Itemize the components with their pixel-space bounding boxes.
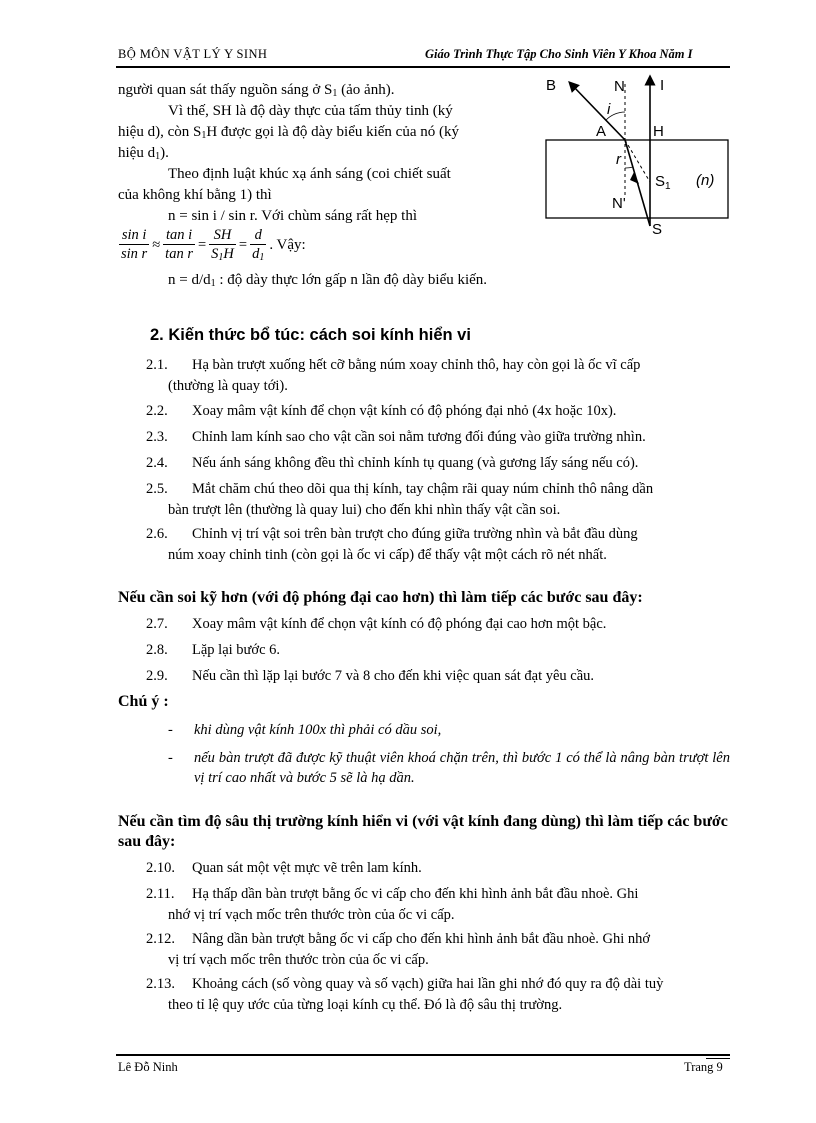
label-i: i: [607, 101, 611, 118]
item-text: Lặp lại bước 6.: [192, 642, 280, 658]
list-item-2-8: [146, 640, 730, 661]
intro-line-3-sub: 1: [201, 130, 207, 141]
section-2-title: 2. Kiến thức bổ túc: cách soi kính hiển vi: [150, 326, 471, 344]
list-item-2-6: [146, 524, 730, 566]
intro-line-1-text: người quan sát thấy nguồn sáng ở S: [118, 82, 333, 98]
item-text: Hạ thấp dần bàn trượt bằng ốc vi cấp cho đến khi hình ảnh bắt đầu nhoè. Ghi: [192, 886, 639, 902]
intro-line-4: [118, 143, 508, 164]
item-number: 2.10.: [146, 860, 175, 876]
label-B: B: [546, 77, 557, 94]
fraction-sin-den: sin r: [121, 246, 148, 262]
intro-line-4-a: hiệu d: [118, 145, 156, 161]
fraction-d-den: [250, 245, 266, 263]
label-Nprime: N': [612, 195, 626, 212]
approx-sign: ≈: [152, 236, 161, 253]
list-item-2-5: [146, 479, 730, 521]
item-text: Hạ bàn trượt xuống hết cỡ bằng núm xoay chỉnh thô, hay còn gọi là ốc vĩ cấp: [192, 357, 641, 373]
item-number: 2.8.: [146, 642, 168, 658]
label-S1: [655, 173, 671, 192]
item-number: 2.3.: [146, 429, 168, 445]
intro-line-4-b: ).: [160, 145, 169, 161]
item-text: Xoay mâm vật kính để chọn vật kính có độ phóng đại nhỏ (4x hoặc 10x).: [192, 403, 617, 419]
fraction-sh-den-a: S: [211, 246, 219, 262]
intro-line-1: [118, 80, 508, 101]
label-A: A: [596, 123, 607, 140]
refraction-diagram: [536, 74, 736, 244]
header-left: BỘ MÔN VẬT LÝ Y SINH: [118, 47, 268, 61]
formula: [118, 227, 308, 269]
fraction-sin-num: sin i: [119, 227, 149, 245]
list-item-2-13: [146, 974, 730, 1016]
intro-line-3-a: hiệu d), còn S: [118, 124, 202, 140]
note-item-2: [168, 748, 730, 788]
item-text: Nếu cần thì lặp lại bước 7 và 8 cho đến khi việc quan sát đạt yêu cầu.: [192, 668, 595, 684]
list-item-2-3: [146, 427, 730, 448]
intro-line-1-sub: 1: [332, 88, 338, 99]
item-text: Nâng dần bàn trượt bằng ốc vi cấp cho đến khi hình ảnh bắt đầu nhoè. Ghi nhớ: [192, 931, 651, 947]
item-number: 2.2.: [146, 403, 168, 419]
item-number: 2.9.: [146, 668, 168, 684]
item-text-cont: theo tỉ lệ quy ước của từng loại kính cụ thể. Đó là độ sâu thị trường.: [168, 997, 563, 1013]
label-S: S: [652, 221, 663, 238]
item-number: 2.11.: [146, 886, 175, 902]
label-n: (n): [696, 172, 715, 189]
fraction-tan: [163, 227, 195, 263]
fraction-sh: [209, 227, 236, 263]
note-text: khi dùng vật kính 100x thì phải có dầu soi,: [194, 722, 442, 738]
fraction-d-num: d: [250, 227, 266, 245]
footer-author: Lê Đỗ Ninh: [118, 1060, 178, 1074]
fraction-tan-num: tan i: [163, 227, 195, 245]
item-text: Nếu ánh sáng không đều thì chỉnh kính tụ quang (và gương lấy sáng nếu có).: [192, 455, 639, 471]
intro-paragraph: [118, 80, 508, 227]
label-S1-sub: 1: [665, 181, 671, 192]
item-number: 2.5.: [146, 481, 168, 497]
note-dash: -: [168, 750, 173, 766]
label-H: H: [653, 123, 664, 140]
label-N: N: [614, 78, 625, 95]
intro-line-7: n = sin i / sin r. Với chùm sáng rất hẹp thì: [168, 208, 418, 224]
item-number: 2.4.: [146, 455, 168, 471]
list-item-2-10: [146, 858, 730, 879]
section-more-title: Nếu cần soi kỹ hơn (với độ phóng đại cao hơn) thì làm tiếp các bước sau đây:: [118, 589, 643, 606]
fraction-sh-den-sub: 1: [218, 252, 224, 263]
item-number: 2.1.: [146, 357, 168, 373]
item-text: Khoảng cách (số vòng quay và số vạch) giữa hai lần ghi nhớ đó quy ra độ dài tuỳ: [192, 976, 664, 992]
fraction-tan-den: tan r: [165, 246, 193, 262]
fraction-sin: [119, 227, 149, 263]
item-text: Mắt chăm chú theo dõi qua thị kính, tay chậm rãi quay núm chỉnh thô nâng dần: [192, 481, 654, 497]
item-text: Xoay mâm vật kính để chọn vật kính có độ phóng đại cao hơn một bậc.: [192, 616, 607, 632]
list-item-2-11: [146, 884, 730, 926]
list-item-2-1: [146, 355, 730, 397]
header-right: Giáo Trình Thực Tập Cho Sinh Viên Y Khoa Năm I: [425, 47, 693, 61]
footer-rule-accent: [706, 1058, 730, 1059]
intro-line-3-b: H được gọi là độ dày biểu kiến của nó (ký: [206, 124, 459, 140]
angle-r-arc: [625, 167, 633, 168]
conclusion-b: : độ dày thực lớn gấp n lần độ dày biểu kiến.: [215, 272, 488, 288]
section-depth-title: Nếu cần tìm độ sâu thị trường kính hiển vi (với vật kính đang dùng) thì làm tiếp các bước sau đây:: [118, 813, 728, 850]
fraction-sh-num: SH: [209, 227, 236, 245]
item-text-cont: bàn trượt lên (thường là quay lui) cho đến khi nhìn thấy vật cần soi.: [168, 502, 561, 518]
footer-page-number: Trang 9: [684, 1060, 723, 1074]
list-item-2-2: [146, 401, 730, 422]
formula-tail: . Vậy:: [269, 236, 306, 253]
fraction-sh-den-b: H: [223, 246, 234, 262]
intro-line-1-end: (ảo ảnh).: [337, 82, 395, 98]
footer-rule: [116, 1054, 730, 1056]
fraction-d: [250, 227, 266, 263]
note-item-1: [168, 720, 730, 740]
list-item-2-7: [146, 614, 730, 635]
item-number: 2.12.: [146, 931, 175, 947]
fraction-d-den-sub: 1: [259, 252, 265, 263]
ray-arrowhead: [630, 172, 639, 184]
intro-line-6: của không khí bằng 1) thì: [118, 187, 272, 203]
intro-line-5: Theo định luật khúc xạ ánh sáng (coi chiết suất: [168, 166, 451, 182]
equals-sign-1: =: [197, 236, 207, 253]
equals-sign-2: =: [238, 236, 248, 253]
list-item-2-12: [146, 929, 730, 971]
item-text: Chỉnh vị trí vật soi trên bàn trượt cho đúng giữa trường nhìn và bắt đầu dùng: [192, 526, 638, 542]
intro-line-4-sub: 1: [155, 151, 161, 162]
intro-line-2: Vì thế, SH là độ dày thực của tấm thủy tinh (ký: [168, 103, 453, 119]
intro-line-3: [118, 122, 508, 143]
item-number: 2.7.: [146, 616, 168, 632]
fraction-d-den-a: d: [252, 246, 260, 262]
label-I: I: [660, 77, 665, 94]
item-text: Quan sát một vệt mực vẽ trên lam kính.: [192, 860, 422, 876]
label-S1-main: S: [655, 173, 666, 190]
item-text: Chỉnh lam kính sao cho vật cần soi nằm tương đối đúng vào giữa trường nhìn.: [192, 429, 646, 445]
list-item-2-4: [146, 453, 730, 474]
item-text-cont: nhớ vị trí vạch mốc trên thước tròn của ốc vi cấp.: [168, 907, 455, 923]
notes-title: Chú ý :: [118, 693, 169, 710]
note-dash: -: [168, 722, 173, 738]
virtual-ray: [625, 140, 650, 182]
item-text-cont: vị trí vạch mốc trên thước tròn của ốc vi cấp.: [168, 952, 429, 968]
list-item-2-9: [146, 666, 730, 687]
item-number: 2.13.: [146, 976, 175, 992]
fraction-sh-den: [209, 245, 236, 263]
conclusion-sub: 1: [210, 278, 216, 289]
conclusion-line: [168, 272, 487, 289]
item-number: 2.6.: [146, 526, 168, 542]
label-r: r: [616, 151, 621, 168]
item-text-cont: núm xoay chỉnh tinh (còn gọi là ốc vi cấp) để thấy vật một cách rõ nét nhất.: [168, 547, 607, 563]
conclusion-a: n = d/d: [168, 272, 211, 288]
item-text-cont: (thường là quay tới).: [168, 378, 288, 394]
header-rule: [116, 66, 730, 68]
note-text: nếu bàn trượt đã được kỹ thuật viên khoá chặn trên, thì bước 1 có thể là nâng bàn trượt lên vị trí cao nhất và bước 5 sẽ là hạ dần.: [194, 750, 730, 786]
